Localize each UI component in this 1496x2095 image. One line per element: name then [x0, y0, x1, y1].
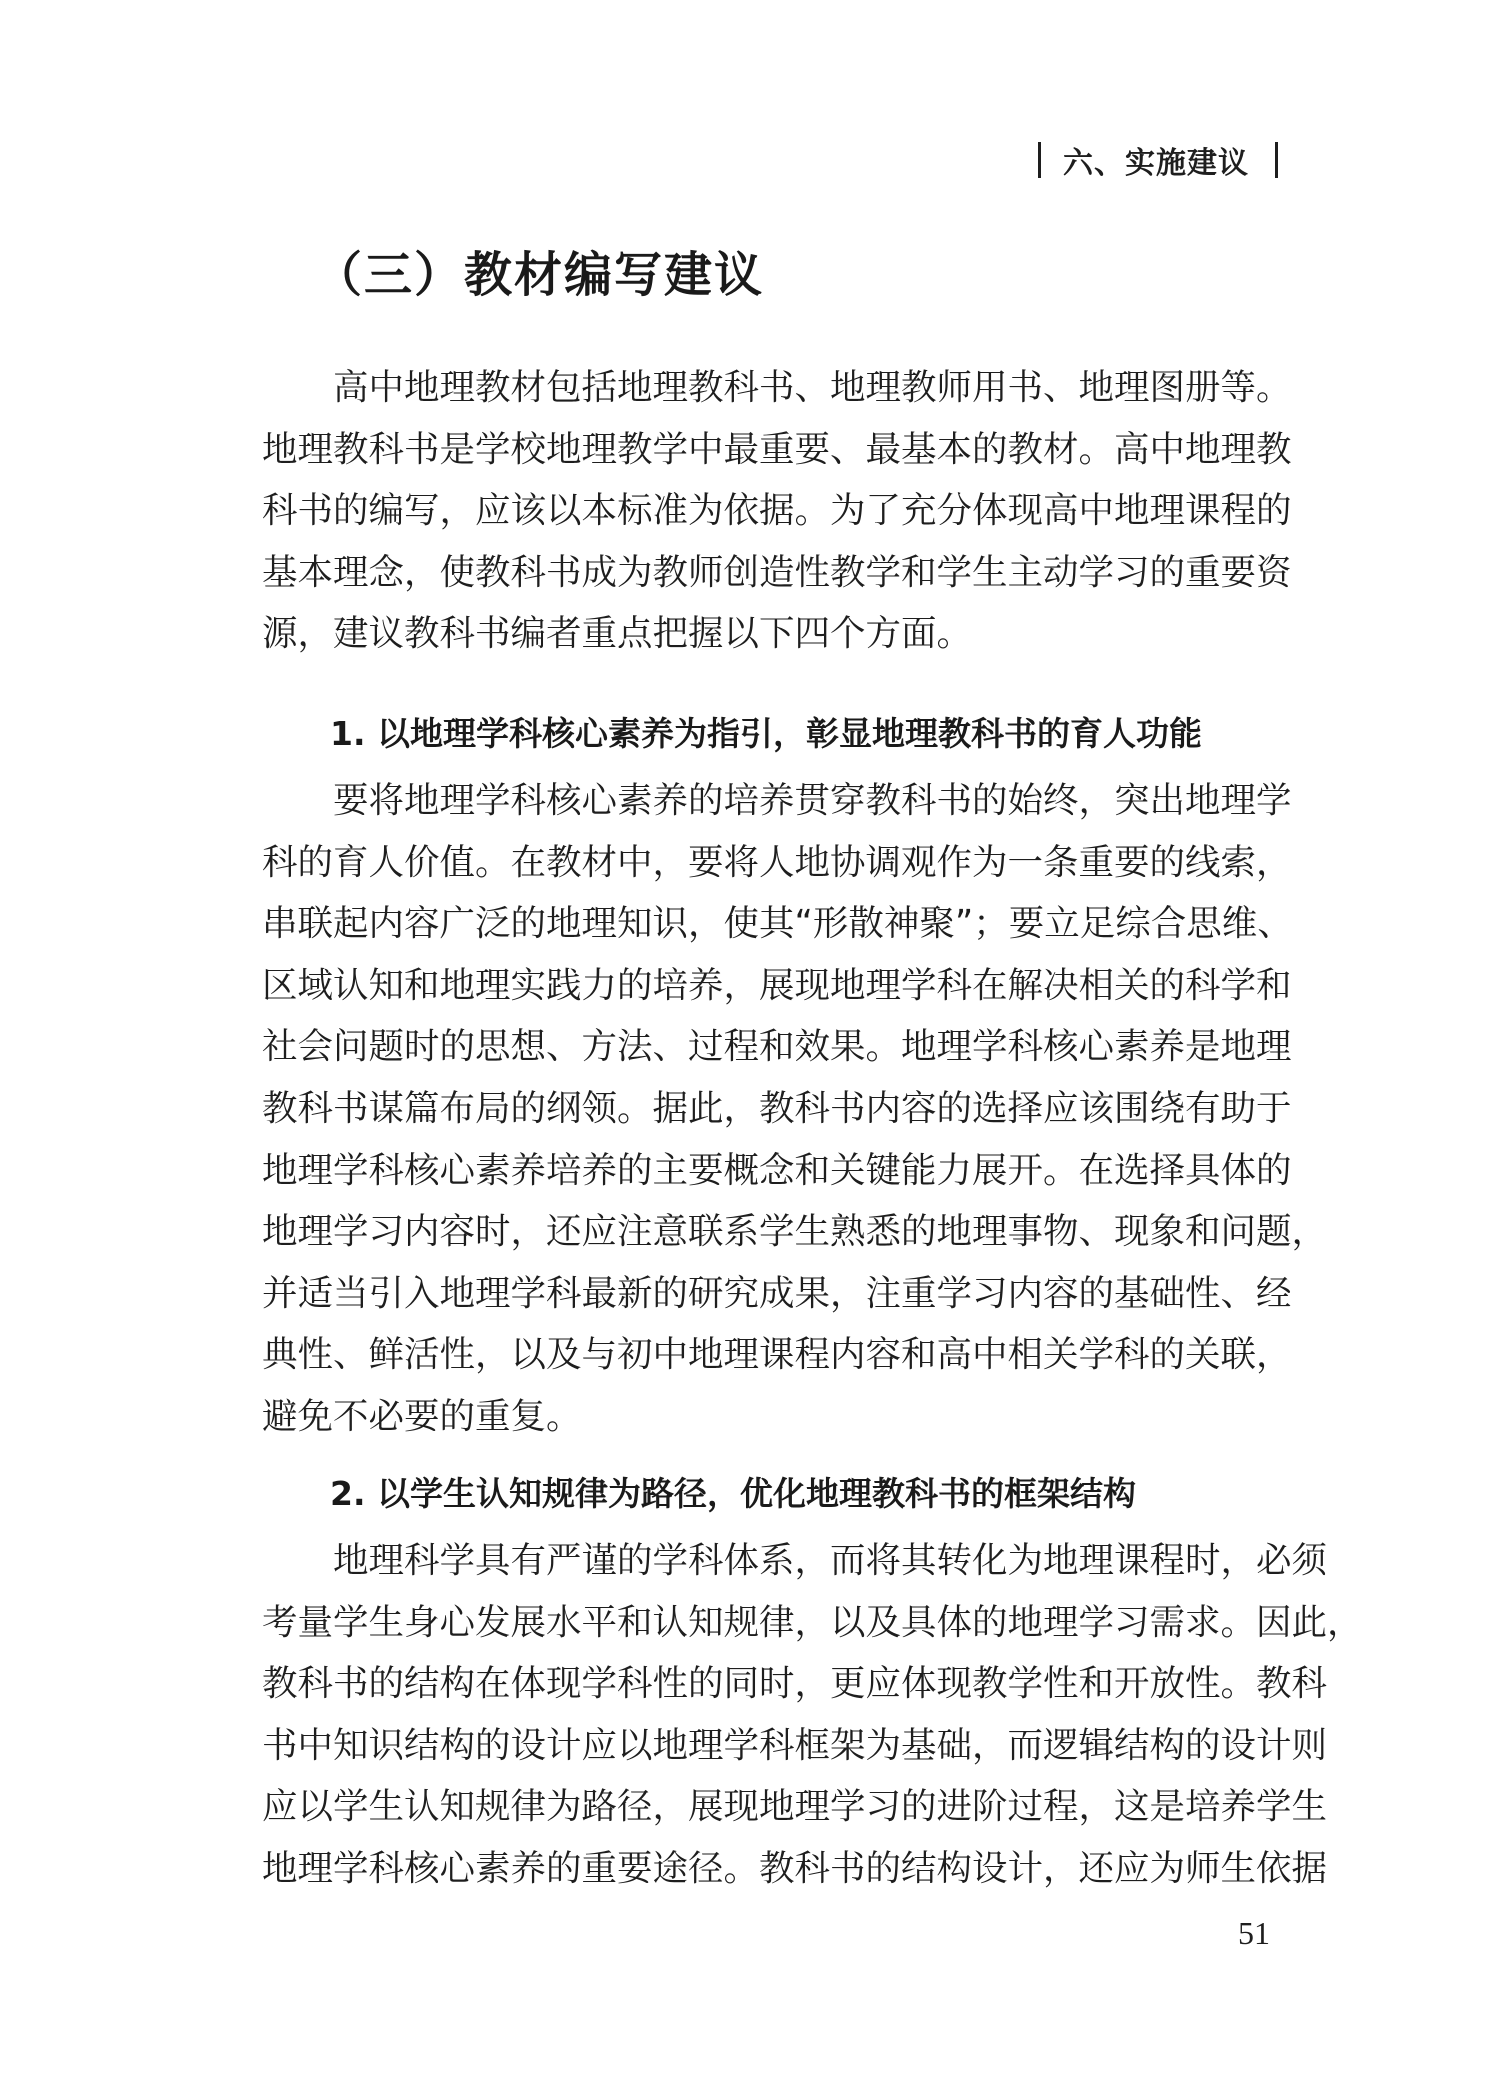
subsection-1-heading: 1. 以地理学科核心素养为指引，彰显地理教科书的育人功能 [330, 714, 1202, 753]
text-line: 高中地理教材包括地理教科书、地理教师用书、地理图册等。 [333, 367, 1292, 408]
text-line: 考量学生身心发展水平和认知规律，以及具体的地理学习需求。因此， [262, 1601, 1363, 1643]
text-line: 科的育人价值。在教材中，要将人地协调观作为一条重要的线索， [262, 841, 1292, 883]
text-line: 串联起内容广泛的地理知识，使其“形散神聚”；要立足综合思维、 [262, 903, 1293, 945]
subsection-2-heading: 2. 以学生认知规律为路径，优化地理教科书的框架结构 [330, 1474, 1136, 1513]
text-line: 教科书谋篇布局的纲领。据此，教科书内容的选择应该围绕有助于 [262, 1087, 1292, 1129]
running-header [1038, 138, 1278, 182]
text-line: 避免不必要的重复。 [262, 1395, 582, 1437]
text-line: 地理科学具有严谨的学科体系，而将其转化为地理课程时，必须 [333, 1540, 1328, 1581]
text-line: 社会问题时的思想、方法、过程和效果。地理学科核心素养是地理 [262, 1026, 1292, 1068]
text-line: 地理学科核心素养培养的主要概念和关键能力展开。在选择具体的 [262, 1149, 1292, 1191]
intro-paragraph [262, 357, 1292, 665]
section-title: （三）教材编写建议 [314, 247, 765, 303]
text-line: 地理学科核心素养的重要途径。教科书的结构设计，还应为师生依据 [262, 1847, 1328, 1889]
text-line: 源，建议教科书编者重点把握以下四个方面。 [262, 613, 973, 655]
running-header-title: 六、实施建议 [1063, 146, 1249, 181]
text-line: 应以学生认知规律为路径，展现地理学习的进阶过程，这是培养学生 [262, 1786, 1328, 1828]
text-line: 基本理念，使教科书成为教师创造性教学和学生主动学习的重要资 [262, 551, 1292, 593]
text-line: 并适当引入地理学科最新的研究成果，注重学习内容的基础性、经 [262, 1272, 1292, 1314]
subsection-1-paragraph [262, 770, 1328, 1448]
text-line: 科书的编写，应该以本标准为依据。为了充分体现高中地理课程的 [262, 490, 1292, 532]
text-line: 地理学习内容时，还应注意联系学生熟悉的地理事物、现象和问题， [262, 1211, 1328, 1253]
page-number: 51 [1238, 1915, 1270, 1951]
header-divider-left [1038, 142, 1041, 178]
subsection-2-paragraph [262, 1530, 1363, 1900]
text-line: 地理教科书是学校地理教学中最重要、最基本的教材。高中地理教 [262, 428, 1292, 470]
text-line: 教科书的结构在体现学科性的同时，更应体现教学性和开放性。教科 [262, 1663, 1328, 1705]
text-line: 区域认知和地理实践力的培养，展现地理学科在解决相关的科学和 [262, 964, 1292, 1006]
text-line: 书中知识结构的设计应以地理学科框架为基础，而逻辑结构的设计则 [262, 1724, 1328, 1766]
text-line: 要将地理学科核心素养的培养贯穿教科书的始终，突出地理学 [333, 780, 1292, 821]
text-line: 典性、鲜活性，以及与初中地理课程内容和高中相关学科的关联， [262, 1334, 1292, 1376]
header-divider-right [1275, 142, 1278, 178]
